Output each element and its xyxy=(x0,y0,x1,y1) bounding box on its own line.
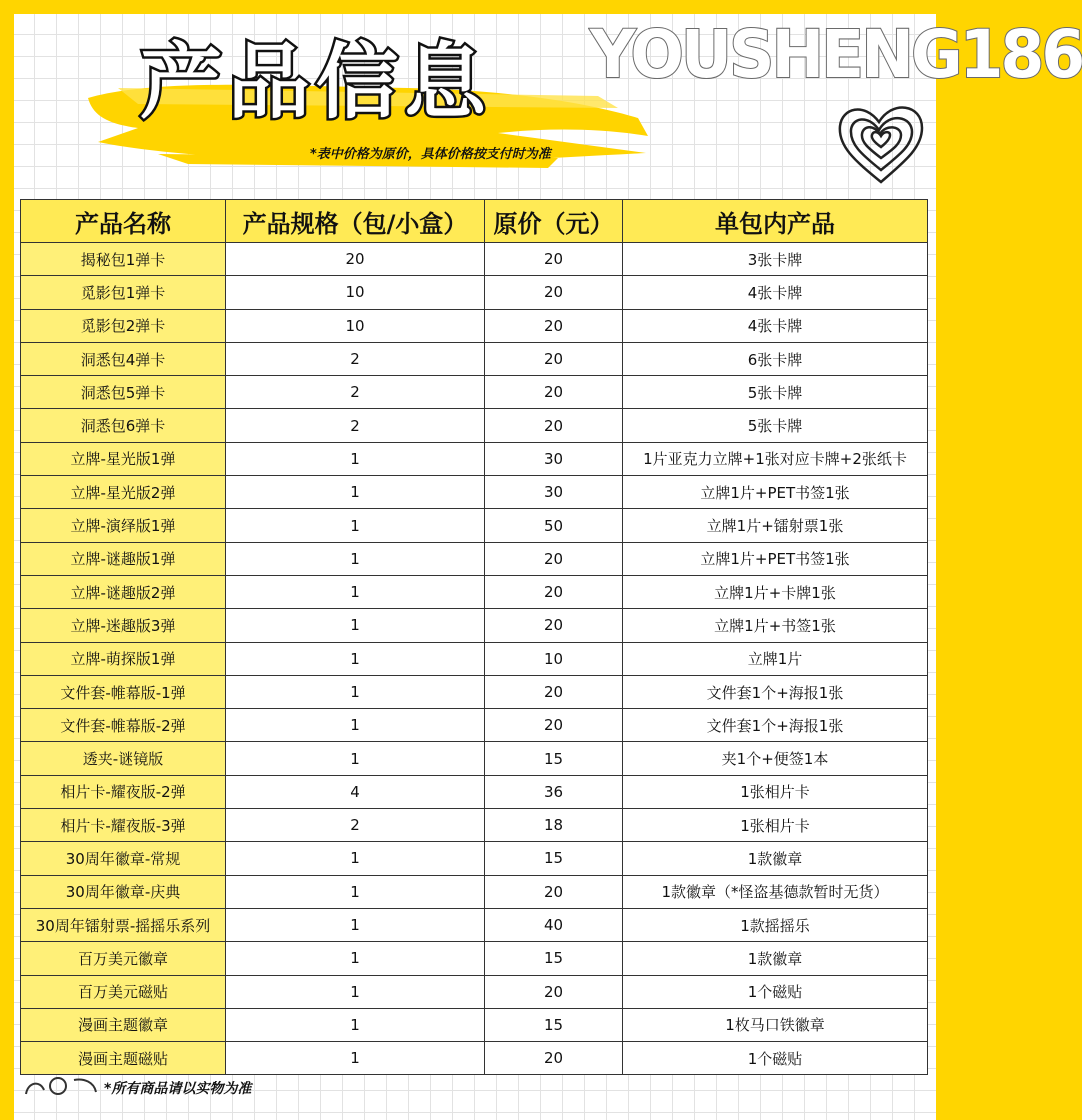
product-name-cell: 揭秘包1弹卡 xyxy=(21,243,226,276)
contents-cell: 6张卡牌 xyxy=(623,342,928,375)
table-row xyxy=(21,742,928,775)
spec-cell: 1 xyxy=(226,442,485,475)
product-name-cell: 30周年徽章-庆典 xyxy=(21,875,226,908)
brand-watermark: YOUSHENG186 xyxy=(590,16,1082,93)
product-name-cell: 洞悉包6弹卡 xyxy=(21,409,226,442)
spec-cell: 2 xyxy=(226,809,485,842)
spec-cell: 1 xyxy=(226,942,485,975)
table-row xyxy=(21,975,928,1008)
product-name-cell: 百万美元徽章 xyxy=(21,942,226,975)
price-cell: 15 xyxy=(485,842,623,875)
table-row xyxy=(21,309,928,342)
product-name-cell: 文件套-帷幕版-2弹 xyxy=(21,709,226,742)
contents-cell: 1款徽章 xyxy=(623,842,928,875)
contents-cell: 立牌1片+PET书签1张 xyxy=(623,476,928,509)
contents-cell: 1片亚克力立牌+1张对应卡牌+2张纸卡 xyxy=(623,442,928,475)
contents-cell: 4张卡牌 xyxy=(623,309,928,342)
table-row xyxy=(21,243,928,276)
product-name-cell: 漫画主题徽章 xyxy=(21,1008,226,1041)
table-row xyxy=(21,509,928,542)
price-cell: 20 xyxy=(485,875,623,908)
product-name-cell: 相片卡-耀夜版-2弹 xyxy=(21,775,226,808)
contents-cell: 立牌1片+卡牌1张 xyxy=(623,575,928,608)
price-cell: 20 xyxy=(485,709,623,742)
contents-cell: 1个磁贴 xyxy=(623,975,928,1008)
price-cell: 20 xyxy=(485,409,623,442)
price-cell: 20 xyxy=(485,309,623,342)
contents-cell: 1款摇摇乐 xyxy=(623,908,928,941)
table-row xyxy=(21,276,928,309)
contents-cell: 1张相片卡 xyxy=(623,809,928,842)
price-cell: 50 xyxy=(485,509,623,542)
table-row xyxy=(21,409,928,442)
product-name-cell: 文件套-帷幕版-1弹 xyxy=(21,675,226,708)
doodle-icon xyxy=(22,1072,102,1102)
product-name-cell: 百万美元磁贴 xyxy=(21,975,226,1008)
contents-cell: 1张相片卡 xyxy=(623,775,928,808)
product-name-cell: 相片卡-耀夜版-3弹 xyxy=(21,809,226,842)
spec-cell: 1 xyxy=(226,609,485,642)
table-row xyxy=(21,1042,928,1075)
spec-cell: 2 xyxy=(226,376,485,409)
price-cell: 20 xyxy=(485,609,623,642)
product-name-cell: 觅影包1弹卡 xyxy=(21,276,226,309)
spec-cell: 20 xyxy=(226,243,485,276)
column-header-contents: 单包内产品 xyxy=(623,200,928,243)
contents-cell: 1款徽章（*怪盗基德款暂时无货） xyxy=(623,875,928,908)
spec-cell: 1 xyxy=(226,1008,485,1041)
product-name-cell: 立牌-萌探版1弹 xyxy=(21,642,226,675)
price-cell: 40 xyxy=(485,908,623,941)
spec-cell: 1 xyxy=(226,542,485,575)
spec-cell: 2 xyxy=(226,409,485,442)
price-cell: 15 xyxy=(485,942,623,975)
contents-cell: 文件套1个+海报1张 xyxy=(623,709,928,742)
spec-cell: 1 xyxy=(226,509,485,542)
table-row xyxy=(21,875,928,908)
table-row xyxy=(21,376,928,409)
price-cell: 30 xyxy=(485,476,623,509)
spec-cell: 1 xyxy=(226,675,485,708)
table-row xyxy=(21,775,928,808)
product-table xyxy=(20,199,928,1075)
table-row xyxy=(21,942,928,975)
spec-cell: 1 xyxy=(226,875,485,908)
price-cell: 30 xyxy=(485,442,623,475)
price-cell: 20 xyxy=(485,342,623,375)
product-name-cell: 立牌-星光版2弹 xyxy=(21,476,226,509)
price-note: *表中价格为原价，具体价格按支付时为准 xyxy=(310,147,551,162)
price-cell: 36 xyxy=(485,775,623,808)
table-row xyxy=(21,575,928,608)
column-header-spec: 产品规格（包/小盒） xyxy=(226,200,485,243)
spec-cell: 1 xyxy=(226,908,485,941)
table-row xyxy=(21,709,928,742)
table-row xyxy=(21,442,928,475)
heart-doodle-icon xyxy=(834,98,929,188)
price-cell: 20 xyxy=(485,542,623,575)
price-cell: 10 xyxy=(485,642,623,675)
price-cell: 20 xyxy=(485,675,623,708)
price-cell: 20 xyxy=(485,975,623,1008)
product-name-cell: 透夹-谜镜版 xyxy=(21,742,226,775)
footer-note: *所有商品请以实物为准 xyxy=(104,1081,252,1097)
product-name-cell: 立牌-星光版1弹 xyxy=(21,442,226,475)
contents-cell: 5张卡牌 xyxy=(623,409,928,442)
table-row xyxy=(21,675,928,708)
contents-cell: 1个磁贴 xyxy=(623,1042,928,1075)
product-name-cell: 立牌-谜趣版1弹 xyxy=(21,542,226,575)
spec-cell: 1 xyxy=(226,1042,485,1075)
price-cell: 20 xyxy=(485,243,623,276)
table-header-row xyxy=(21,200,928,243)
table-row xyxy=(21,476,928,509)
spec-cell: 2 xyxy=(226,342,485,375)
table-row xyxy=(21,609,928,642)
table-row xyxy=(21,342,928,375)
contents-cell: 立牌1片 xyxy=(623,642,928,675)
product-name-cell: 立牌-迷趣版3弹 xyxy=(21,609,226,642)
table-row xyxy=(21,809,928,842)
price-cell: 15 xyxy=(485,1008,623,1041)
spec-cell: 10 xyxy=(226,309,485,342)
contents-cell: 3张卡牌 xyxy=(623,243,928,276)
page-title: 产品信息 xyxy=(140,35,493,130)
column-header-product-name: 产品名称 xyxy=(21,200,226,243)
contents-cell: 立牌1片+PET书签1张 xyxy=(623,542,928,575)
price-cell: 20 xyxy=(485,1042,623,1075)
spec-cell: 1 xyxy=(226,476,485,509)
contents-cell: 4张卡牌 xyxy=(623,276,928,309)
contents-cell: 1枚马口铁徽章 xyxy=(623,1008,928,1041)
product-table-container xyxy=(20,199,927,1075)
spec-cell: 1 xyxy=(226,575,485,608)
product-name-cell: 立牌-演绎版1弹 xyxy=(21,509,226,542)
table-row xyxy=(21,642,928,675)
contents-cell: 1款徽章 xyxy=(623,942,928,975)
spec-cell: 1 xyxy=(226,975,485,1008)
spec-cell: 1 xyxy=(226,742,485,775)
spec-cell: 1 xyxy=(226,842,485,875)
table-row xyxy=(21,542,928,575)
table-row xyxy=(21,1008,928,1041)
table-row xyxy=(21,908,928,941)
spec-cell: 1 xyxy=(226,709,485,742)
product-name-cell: 立牌-谜趣版2弹 xyxy=(21,575,226,608)
column-header-price: 原价（元） xyxy=(485,200,623,243)
price-cell: 20 xyxy=(485,575,623,608)
product-name-cell: 洞悉包4弹卡 xyxy=(21,342,226,375)
contents-cell: 文件套1个+海报1张 xyxy=(623,675,928,708)
contents-cell: 5张卡牌 xyxy=(623,376,928,409)
price-cell: 15 xyxy=(485,742,623,775)
product-name-cell: 30周年徽章-常规 xyxy=(21,842,226,875)
price-cell: 20 xyxy=(485,276,623,309)
table-body xyxy=(21,243,928,1075)
price-cell: 18 xyxy=(485,809,623,842)
contents-cell: 立牌1片+镭射票1张 xyxy=(623,509,928,542)
contents-cell: 立牌1片+书签1张 xyxy=(623,609,928,642)
product-name-cell: 觅影包2弹卡 xyxy=(21,309,226,342)
price-cell: 20 xyxy=(485,376,623,409)
spec-cell: 10 xyxy=(226,276,485,309)
table-row xyxy=(21,842,928,875)
spec-cell: 1 xyxy=(226,642,485,675)
product-name-cell: 洞悉包5弹卡 xyxy=(21,376,226,409)
product-name-cell: 漫画主题磁贴 xyxy=(21,1042,226,1075)
contents-cell: 夹1个+便签1本 xyxy=(623,742,928,775)
spec-cell: 4 xyxy=(226,775,485,808)
product-name-cell: 30周年镭射票-摇摇乐系列 xyxy=(21,908,226,941)
